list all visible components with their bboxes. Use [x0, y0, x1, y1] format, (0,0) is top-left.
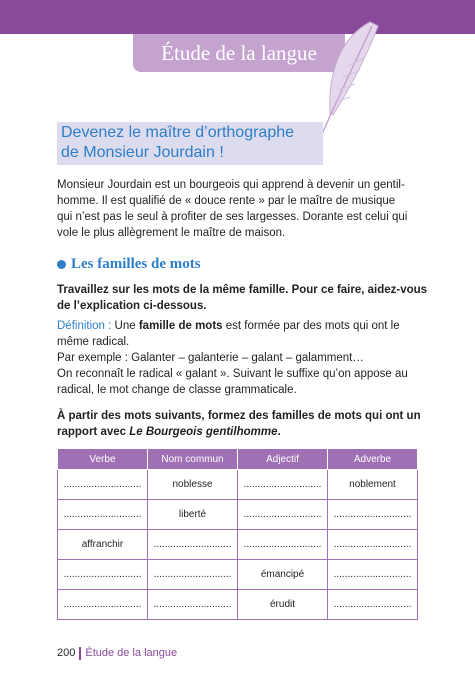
- table-row: [58, 560, 418, 590]
- page-footer: [57, 646, 177, 660]
- blank-answer-cell: ............................: [328, 560, 418, 590]
- example-line: Par exemple : Galanter – galanterie – galant – galamment…: [57, 352, 364, 364]
- blank-answer-cell: ............................: [328, 500, 418, 530]
- exercise-line-1: À partir des mots suivants, formez des familles de mots qui ont un: [57, 410, 421, 422]
- section-heading: [57, 254, 201, 274]
- blank-answer-cell: ............................: [58, 590, 148, 620]
- chapter-title: Étude de la langue: [161, 40, 317, 65]
- footer-divider: [79, 647, 81, 660]
- top-color-band: [0, 0, 475, 34]
- table-row: [58, 590, 418, 620]
- section-title: Les familles de mots: [71, 255, 201, 272]
- intro-line: Monsieur Jourdain est un bourgeois qui apprend à devenir un gentil-: [57, 179, 405, 191]
- definition-term: famille de mots: [138, 320, 223, 332]
- explanation-line: On reconnaît le radical « galant ». Suivant le suffixe qu’on appose au: [57, 368, 408, 380]
- blank-answer-cell: ............................: [58, 560, 148, 590]
- blank-answer-cell: ............................: [58, 500, 148, 530]
- page-number: 200: [57, 647, 76, 659]
- instruction-line: Travaillez sur les mots de la même famille. Pour ce faire, aidez-vous: [57, 284, 428, 296]
- given-word-cell: érudit: [238, 590, 328, 620]
- exercise-prefix: rapport avec: [57, 426, 130, 438]
- blank-answer-cell: ............................: [148, 530, 238, 560]
- footer-section-label: Étude de la langue: [85, 647, 178, 659]
- column-header-verbe: Verbe: [58, 449, 148, 470]
- blank-answer-cell: ............................: [328, 590, 418, 620]
- given-word-cell: liberté: [148, 500, 238, 530]
- definition-line-2: même radical.: [57, 336, 130, 348]
- blank-answer-cell: ............................: [238, 530, 328, 560]
- exercise-line-2: [57, 424, 281, 440]
- definition-text-before: Une: [114, 320, 139, 332]
- word-family-table: [57, 448, 418, 620]
- given-word-cell: émancipé: [238, 560, 328, 590]
- table-header-row: [58, 449, 418, 470]
- main-title-line-1: Devenez le maître d’orthographe: [61, 124, 295, 141]
- quill-feather-icon: [300, 18, 390, 138]
- column-header-nom-commun: Nom commun: [148, 449, 238, 470]
- intro-line: vole le plus allègrement le maître de maison.: [57, 227, 286, 239]
- blank-answer-cell: ............................: [148, 560, 238, 590]
- blank-answer-cell: ............................: [238, 470, 328, 500]
- blank-answer-cell: ............................: [328, 530, 418, 560]
- exercise-suffix: .: [277, 426, 281, 438]
- definition-text-after: est formée par des mots qui ont le: [222, 320, 400, 332]
- main-title-box: [57, 122, 323, 165]
- blank-answer-cell: ............................: [238, 500, 328, 530]
- given-word-cell: noblement: [328, 470, 418, 500]
- blank-answer-cell: ............................: [148, 590, 238, 620]
- main-title-line-2: de Monsieur Jourdain !: [61, 144, 224, 161]
- table-row: [58, 470, 418, 500]
- column-header-adverbe: Adverbe: [328, 449, 418, 470]
- column-header-adjectif: Adjectif: [238, 449, 328, 470]
- explanation-line: radical, le mot change de classe grammaticale.: [57, 384, 297, 396]
- play-title: Le Bourgeois gentilhomme: [129, 426, 278, 438]
- intro-line: homme. Il est qualifié de « douce rente » par le maître de musique: [57, 195, 396, 207]
- table-row: [58, 500, 418, 530]
- blank-answer-cell: ............................: [58, 470, 148, 500]
- definition-line: [57, 318, 400, 334]
- instruction-line: de l’explication ci-dessous.: [57, 300, 207, 312]
- table-row: [58, 530, 418, 560]
- bullet-dot-icon: [57, 260, 66, 269]
- given-word-cell: noblesse: [148, 470, 238, 500]
- intro-line: qui n’est pas le seul à profiter de ses largesses. Dorante est celui qui: [57, 211, 408, 223]
- definition-label: Définition :: [57, 320, 112, 332]
- given-word-cell: affranchir: [58, 530, 148, 560]
